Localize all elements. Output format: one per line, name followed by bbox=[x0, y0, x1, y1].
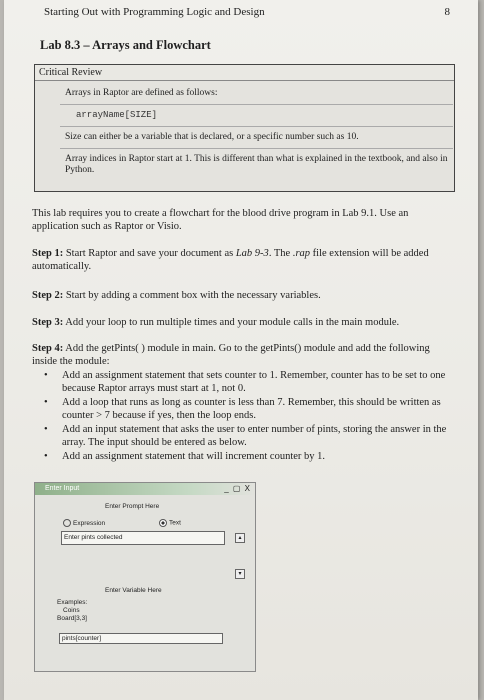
bullet-dot-icon: • bbox=[44, 451, 48, 462]
step-1-text-2: . The bbox=[268, 248, 293, 259]
step-1-text-3: file extension will be added automatically. bbox=[32, 248, 429, 272]
dialog-title: Enter Input bbox=[45, 485, 80, 492]
document-page bbox=[4, 0, 478, 700]
radio-on-icon bbox=[159, 519, 167, 527]
variable-label: Enter Variable Here bbox=[105, 587, 162, 594]
step-1 bbox=[32, 248, 452, 273]
expression-radio[interactable]: Expression bbox=[63, 520, 105, 527]
prompt-type-radio-group bbox=[63, 519, 243, 527]
radio-off-icon bbox=[63, 519, 71, 527]
window-controls[interactable]: _ ▢ X bbox=[224, 484, 251, 493]
prompt-label: Enter Prompt Here bbox=[105, 503, 160, 510]
bullet-dot-icon: • bbox=[44, 424, 48, 435]
bullet-item: • Add an assignment statement that sets counter to 1. Remember, counter has to be set to one because Raptor arrays must start at 1, not 0. bbox=[44, 370, 446, 394]
bullet-dot-icon: • bbox=[44, 397, 48, 408]
scroll-down-icon[interactable]: ▾ bbox=[235, 569, 245, 579]
bullet-item: • Add an assignment statement that will increment counter by 1. bbox=[44, 451, 326, 462]
scroll-up-icon[interactable]: ▴ bbox=[235, 533, 245, 543]
example-item: Board[3,3] bbox=[57, 615, 87, 622]
intro-paragraph: This lab requires you to create a flowchart for the blood drive program in Lab 9.1. Use an application such as Raptor or Visio. bbox=[32, 208, 409, 232]
step-3 bbox=[32, 317, 452, 330]
step-1-label: Step 1: bbox=[32, 248, 64, 259]
bullet-item: • Add an input statement that asks the user to enter number of pints, storing the answer in the array. The input should be entered as below. bbox=[44, 424, 447, 448]
review-array-definition: Arrays in Raptor are defined as follows: bbox=[60, 83, 453, 105]
variable-input[interactable]: pints[counter] bbox=[59, 633, 223, 644]
example-item: Coins bbox=[63, 607, 80, 614]
raptor-input-dialog bbox=[34, 482, 256, 672]
step-4-label: Step 4: bbox=[32, 343, 64, 354]
critical-review-heading: Critical Review bbox=[35, 65, 454, 81]
step-1-filename: Lab 9-3 bbox=[235, 248, 269, 259]
variable-examples bbox=[57, 599, 87, 623]
lab-title: Lab 8.3 – Arrays and Flowchart bbox=[40, 38, 211, 52]
step-2 bbox=[32, 290, 452, 303]
critical-review-box bbox=[34, 64, 455, 192]
step-3-label: Step 3: bbox=[32, 317, 64, 328]
review-array-size: Size can either be a variable that is declared, or a specific number such as 10. bbox=[60, 127, 453, 149]
bullet-dot-icon: • bbox=[44, 370, 48, 381]
text-radio[interactable]: Text bbox=[159, 519, 181, 527]
book-title: Starting Out with Programming Logic and Design bbox=[44, 6, 265, 18]
dialog-titlebar[interactable] bbox=[35, 483, 255, 495]
examples-label: Examples: bbox=[57, 599, 88, 606]
step-2-label: Step 2: bbox=[32, 290, 64, 301]
page-header bbox=[44, 6, 450, 18]
page-number: 8 bbox=[444, 6, 450, 18]
step-1-text: Start Raptor and save your document as bbox=[63, 248, 236, 259]
step-1-extension: .rap bbox=[292, 248, 311, 259]
critical-review-content bbox=[60, 83, 453, 181]
step-3-text: Add your loop to run multiple times and your module calls in the main module. bbox=[63, 317, 400, 328]
review-array-indices: Array indices in Raptor start at 1. This is different than what is explained in the textbook, and also in Python. bbox=[65, 154, 448, 175]
step-4-text: Add the getPints( ) module in main. Go to the getPints() module and add the following inside the module: bbox=[32, 343, 430, 367]
review-array-syntax: arrayName[SIZE] bbox=[60, 105, 453, 127]
step-4 bbox=[32, 343, 452, 368]
step-4-bullet-list bbox=[40, 370, 460, 466]
prompt-input[interactable]: Enter pints collected bbox=[61, 531, 225, 545]
step-2-text: Start by adding a comment box with the necessary variables. bbox=[63, 290, 321, 301]
bullet-item: • Add a loop that runs as long as counter is less than 7. Remember, this should be written as counter > 7 because if yes, then the loop ends. bbox=[44, 397, 441, 421]
